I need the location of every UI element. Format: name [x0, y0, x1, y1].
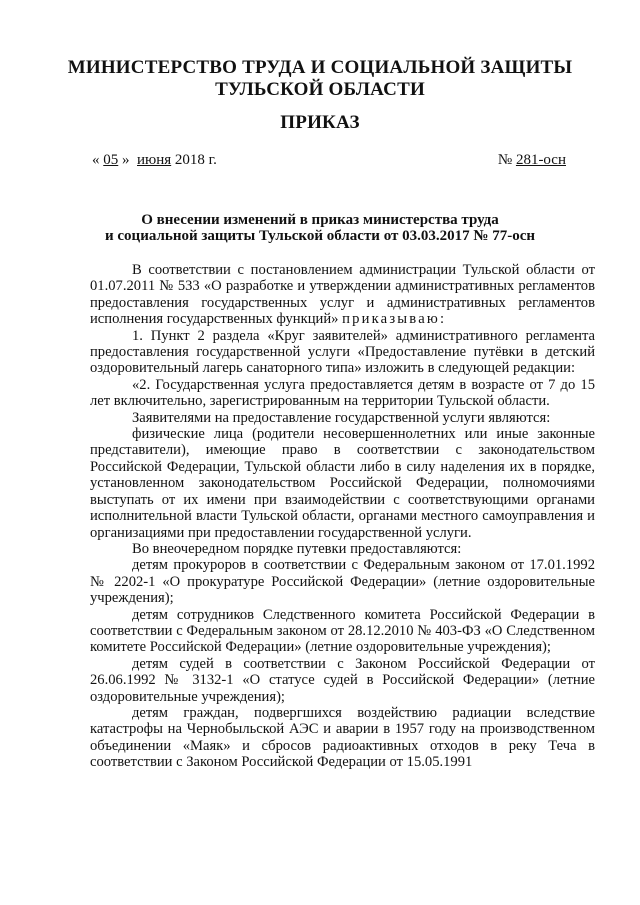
subject-line-1: О внесении изменений в приказ министерства труда — [141, 212, 499, 228]
order-number-prefix: № — [497, 152, 516, 168]
paragraph-new-clause: «2. Государственная услуга предоставляется детям в возрасте от 7 до 15 лет включительно, зарегистрированным на территории Тульской области. — [90, 376, 595, 410]
preamble-text: В соответствии с постановлением администрации Тульской области от 01.07.2011 № 533 «О разработке и утверждении административных регламентов предоставления государственных услуг и административных регламентов исполнения государственных функций» — [90, 262, 595, 328]
order-date — [92, 150, 217, 170]
paragraph-applicants: физические лица (родители несовершеннолетних или иные законные представители), имеющие право в соответствии с законодательством Российской Федерации, Тульской области либо в силу наделения их в порядке, установленном законодательством Российской Федерации, полномочиями выступать от их имени при взаимодействии с соответствующими органами исполнительной власти Тульской области, органами местного самоуправления и организациями при предоставлении государственной услуги. — [90, 426, 595, 541]
paragraph-priority-intro: Во внеочередном порядке путевки предоставляются: — [132, 540, 462, 557]
date-open-quote: « — [92, 152, 104, 168]
paragraph-investigators: детям сотрудников Следственного комитета Российской Федерации в соответствии с Федеральным законом от 28.12.2010 № 403-ФЗ «О Следственном комитете Российской Федерации» (летние оздоровительные учреждения); — [90, 606, 595, 656]
date-number-line — [92, 150, 566, 170]
date-month: июня — [137, 152, 172, 168]
order-subject — [60, 212, 580, 244]
paragraph-applicants-intro: Заявителями на предоставление государственной услуги являются: — [132, 409, 551, 426]
order-number — [498, 150, 566, 170]
order-body — [90, 262, 595, 771]
document-type-title: ПРИКАЗ — [280, 112, 360, 133]
paragraph-item-1: 1. Пункт 2 раздела «Круг заявителей» административного регламента предоставления государственной услуги «Предоставление путёвки в детский оздоровительный лагерь санаторного типа» изложить в следующей редакции: — [90, 327, 595, 377]
date-close-quote: » — [118, 152, 130, 168]
paragraph-preamble — [90, 262, 595, 328]
order-number-value: 281-осн — [515, 152, 566, 168]
order-directive: приказываю: — [342, 311, 447, 328]
subject-line-2: и социальной защиты Тульской области от 03.03.2017 № 77-осн — [105, 228, 535, 244]
date-year: 2018 г. — [171, 152, 217, 168]
paragraph-judges: детям судей в соответствии с Законом Российской Федерации от 26.06.1992 № 3132-1 «О статусе судей в Российской Федерации» (летние оздоровительные учреждения); — [90, 655, 595, 705]
date-day: 05 — [103, 152, 119, 168]
paragraph-prosecutors: детям прокуроров в соответствии с Федеральным законом от 17.01.1992 № 2202-1 «О прокуратуре Российской Федерации» (летние оздоровительные учреждения); — [90, 557, 595, 607]
paragraph-radiation: детям граждан, подвергшихся воздействию радиации вследствие катастрофы на Чернобыльской АЭС и аварии в 1957 году на производственном объединении «Маяк» и сбросов радиоактивных отходов в реку Теча в соответствии с Законом Российской Федерации от 15.05.1991 — [90, 704, 595, 771]
ministry-title: МИНИСТЕРСТВО ТРУДА И СОЦИАЛЬНОЙ ЗАЩИТЫ ТУЛЬСКОЙ ОБЛАСТИ — [67, 57, 573, 100]
